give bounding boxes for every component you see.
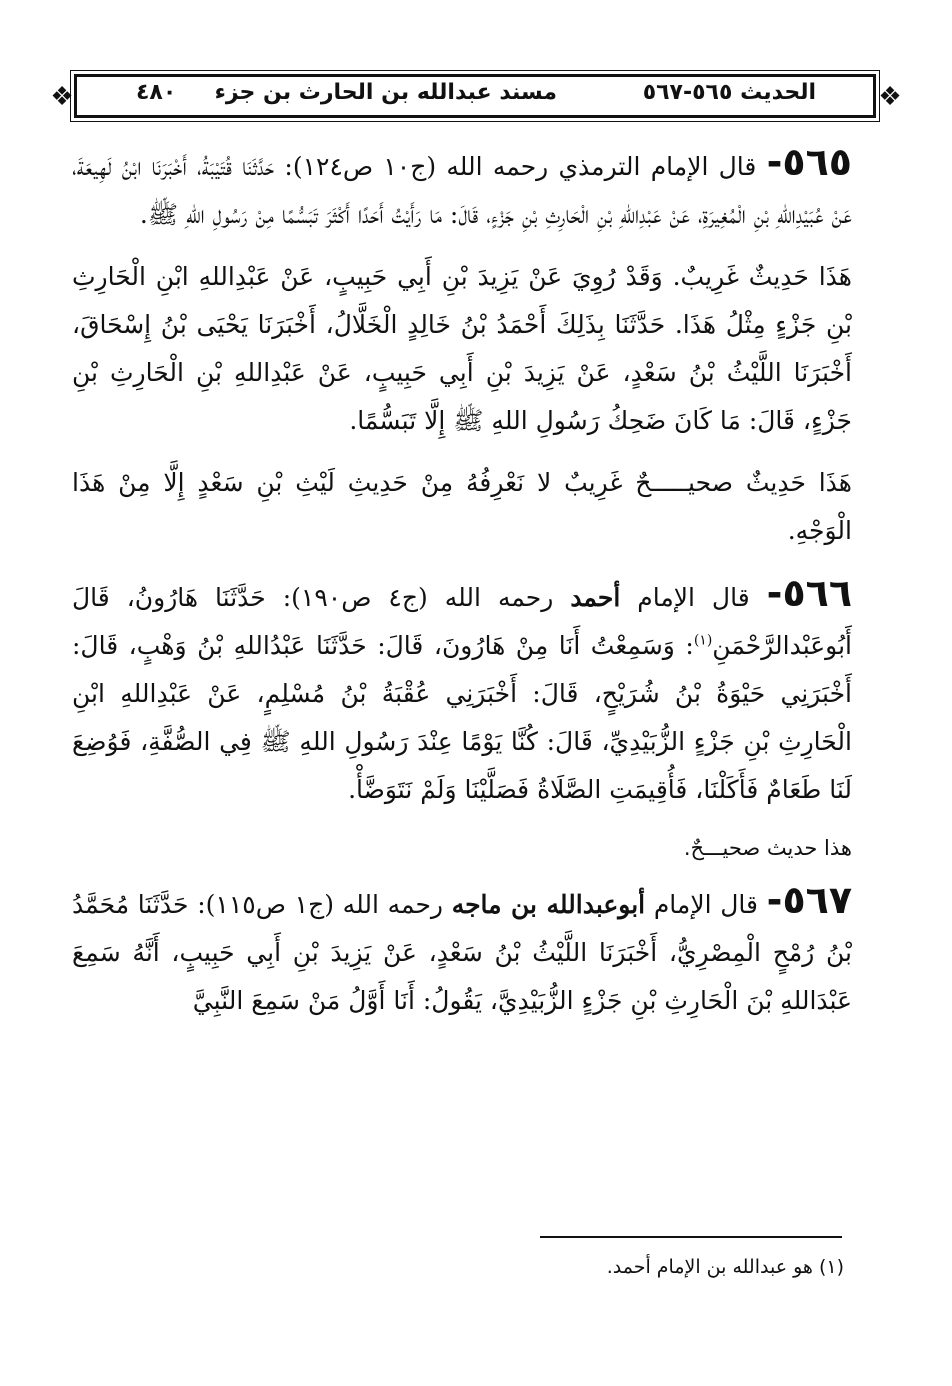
commentary: هَذَا حَدِيثٌ غَرِيبٌ. وَقَدْ رُوِيَ عَنْ يَزِيدَ بْنِ أَبِي حَبِيبٍ، عَنْ عَبْدِاللهِ ابْنِ الْحَارِثِ بْنِ جَزْءٍ مِثْلُ هَذَا. حَدَّثَنَا بِذَلِكَ أَحْمَدُ بْنُ خَالِدٍ الْخَلَّالُ، أَخْبَرَنَا يَحْيَى بْنُ إِسْحَاقَ، أَخْبَرَنَا اللَّيْثُ بْنُ سَعْدٍ، عَنْ يَزِيدَ بْنِ أَبِي حَبِيبٍ، عَنْ عَبْدِاللهِ بْنِ الْحَارِثِ بْنِ جَزْءٍ، قَالَ: مَا كَانَ ضَحِكُ رَسُولِ اللهِ ﷺ إِلَّا تَبَسُّمًا. bbox=[72, 262, 852, 435]
imam-name: أحمد bbox=[570, 583, 621, 612]
page-body bbox=[72, 138, 852, 1039]
ornament-icon: ❖ bbox=[50, 82, 74, 112]
hadith-intro: رحمه الله (ج١ ص١١٥): bbox=[188, 890, 452, 919]
footnote-divider bbox=[540, 1236, 842, 1238]
hadith-number: ٥٦٥- bbox=[766, 140, 852, 184]
ornament-icon: ❖ bbox=[878, 82, 902, 112]
footnote: (١) هو عبدالله بن الإمام أحمد. bbox=[606, 1256, 844, 1278]
header-title bbox=[136, 80, 557, 105]
grading-note: هذا حديث صحيـــحٌ. bbox=[683, 836, 852, 860]
hadith-text: : وَسَمِعْتُ أَنَا مِنْ هَارُونَ، قَالَ: حَدَّثَنَا عَبْدُاللهِ بْنُ وَهْبٍ، قَالَ: أَخْبَرَنِي حَيْوَةُ بْنُ شُرَيْحٍ، قَالَ: أَخْبَرَنِي عُقْبَةُ بْنُ مُسْلِمٍ، عَنْ عَبْدِاللهِ ابْنِ الْحَارِثِ بْنِ جَزْءٍ الزُّبَيْدِيِّ، قَالَ: كُنَّا يَوْمًا عِنْدَ رَسُولِ اللهِ ﷺ فِي الصُّفَّةِ، فَوُضِعَ لَنَا طَعَامٌ فَأَكَلْنَا، فَأُقِيمَتِ الصَّلَاةُ فَصَلَّيْنَا وَلَمْ نَتَوَضَّأْ. bbox=[72, 631, 852, 804]
hadith-intro: قال الإمام bbox=[645, 890, 767, 919]
commentary: هَذَا حَدِيثٌ صحيـــــحٌ غَرِيبٌ لا نَعْرِفُهُ مِنْ حَدِيثِ لَيْثِ بْنِ سَعْدٍ إِلَّا مِنْ هَذَا الْوَجْهِ. bbox=[72, 468, 852, 545]
hadith-intro: قال الإمام bbox=[620, 583, 767, 612]
hadith-566 bbox=[72, 569, 852, 814]
hadith-565 bbox=[72, 138, 852, 239]
hadith-text: حَدَّثَنَا هَارُونُ، قَالَ أَبُوعَبْدالرَّحْمَنِ bbox=[72, 583, 852, 660]
hadith-range: الحديث ٥٦٥-٥٦٧ bbox=[642, 80, 816, 105]
page-header bbox=[48, 70, 904, 126]
hadith-number: ٥٦٦- bbox=[766, 571, 853, 615]
hadith-number: ٥٦٧- bbox=[766, 878, 853, 922]
hadith-text: حَدَّثَنَا قُتَيْبَةُ، أَخْبَرَنَا ابْنُ لَهِيعَةَ، عَنْ عُبَيْدِاللهِ بْنِ الْمُغِيرَةِ، عَنْ عَبْدِاللهِ بْنِ الْحَارِثِ بْنِ جَزْءٍ، قَالَ: مَا رَأَيْتُ أَحَدًا أَكْثَرَ تَبَسُّمًا مِنْ رَسُولِ اللهِ ﷺ. bbox=[72, 152, 852, 229]
hadith-text: حَدَّثَنَا مُحَمَّدُ بْنُ رُمْحٍ الْمِصْرِيُّ، أَخْبَرَنَا اللَّيْثُ بْنُ سَعْدٍ، عَنْ يَزِيدَ بْنِ أَبِي حَبِيبٍ، أَنَّهُ سَمِعَ عَبْدَاللهِ بْنَ الْحَارِثِ بْنِ جَزْءٍ الزُّبَيْدِيَّ، يَقُولُ: أَنَا أَوَّلُ مَنْ سَمِعَ النَّبِيَّ bbox=[72, 890, 852, 1015]
imam-name: أبوعبدالله بن ماجه bbox=[451, 890, 646, 919]
book-title: مسند عبدالله بن الحارث بن جزء bbox=[214, 80, 558, 105]
footnote-ref[interactable]: (١) bbox=[693, 632, 713, 649]
hadith-intro: رحمه الله (ج٤ ص١٩٠): bbox=[265, 583, 571, 612]
hadith-567 bbox=[72, 876, 852, 1025]
page-number: ٤٨٠ bbox=[136, 80, 177, 105]
hadith-intro: قال الإمام الترمذي رحمه الله (ج١٠ ص١٢٤): bbox=[274, 152, 767, 181]
